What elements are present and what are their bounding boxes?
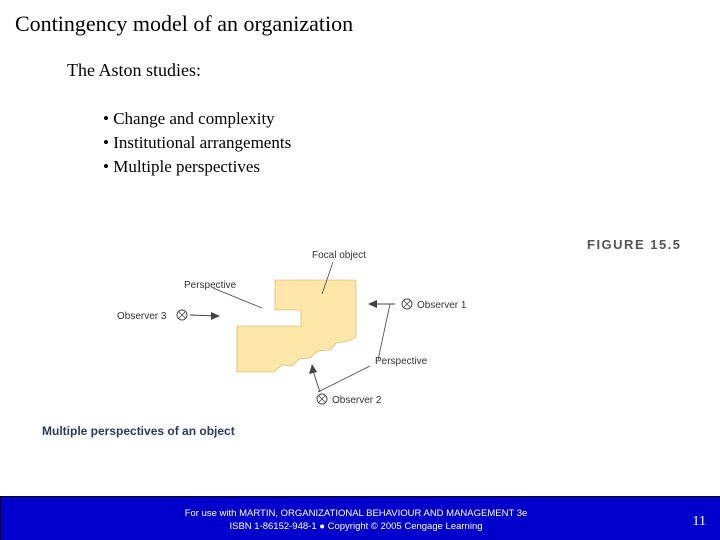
observer-1-arrowhead — [368, 300, 377, 308]
observer-3-label: Observer 3 — [117, 311, 167, 322]
footer-isbn-line: ISBN 1-86152-948-1 ● Copyright © 2005 Cengage Learning — [229, 521, 483, 532]
observer-1-label: Observer 1 — [417, 300, 467, 311]
observer-2-icon — [317, 394, 327, 404]
slide-subtitle: The Aston studies: — [67, 60, 201, 80]
page-number: 11 — [692, 514, 706, 529]
bullet-item: • Institutional arrangements — [103, 131, 291, 155]
observer-2-label: Observer 2 — [332, 395, 382, 406]
perspective-top-leader — [213, 288, 262, 308]
focal-object-shape — [237, 280, 356, 372]
focal-object-label: Focal object — [312, 250, 366, 261]
observer-3-arrowhead — [211, 312, 220, 320]
slide-title: Contingency model of an organization — [15, 11, 354, 36]
bullet-item: • Multiple perspectives — [103, 155, 291, 179]
figure-label: FIGURE 15.5 — [587, 237, 682, 252]
perspective-top-label: Perspective — [184, 280, 237, 291]
perspective-bottom-label: Perspective — [375, 356, 428, 367]
observer-2-arrowhead — [309, 364, 317, 374]
bullet-item: • Change and complexity — [103, 107, 291, 131]
footer-copyright-line: For use with MARTIN, ORGANIZATIONAL BEHAVIOUR AND MANAGEMENT 3e — [184, 508, 528, 519]
figure-caption: Multiple perspectives of an object — [42, 424, 235, 438]
observer-1-icon — [402, 299, 412, 309]
observer-2-arrow — [313, 371, 320, 392]
perspective-bottom-leader — [378, 304, 390, 360]
observer-3-icon — [177, 310, 187, 320]
observer-2-leader — [318, 366, 370, 392]
footer-bar — [0, 496, 720, 540]
